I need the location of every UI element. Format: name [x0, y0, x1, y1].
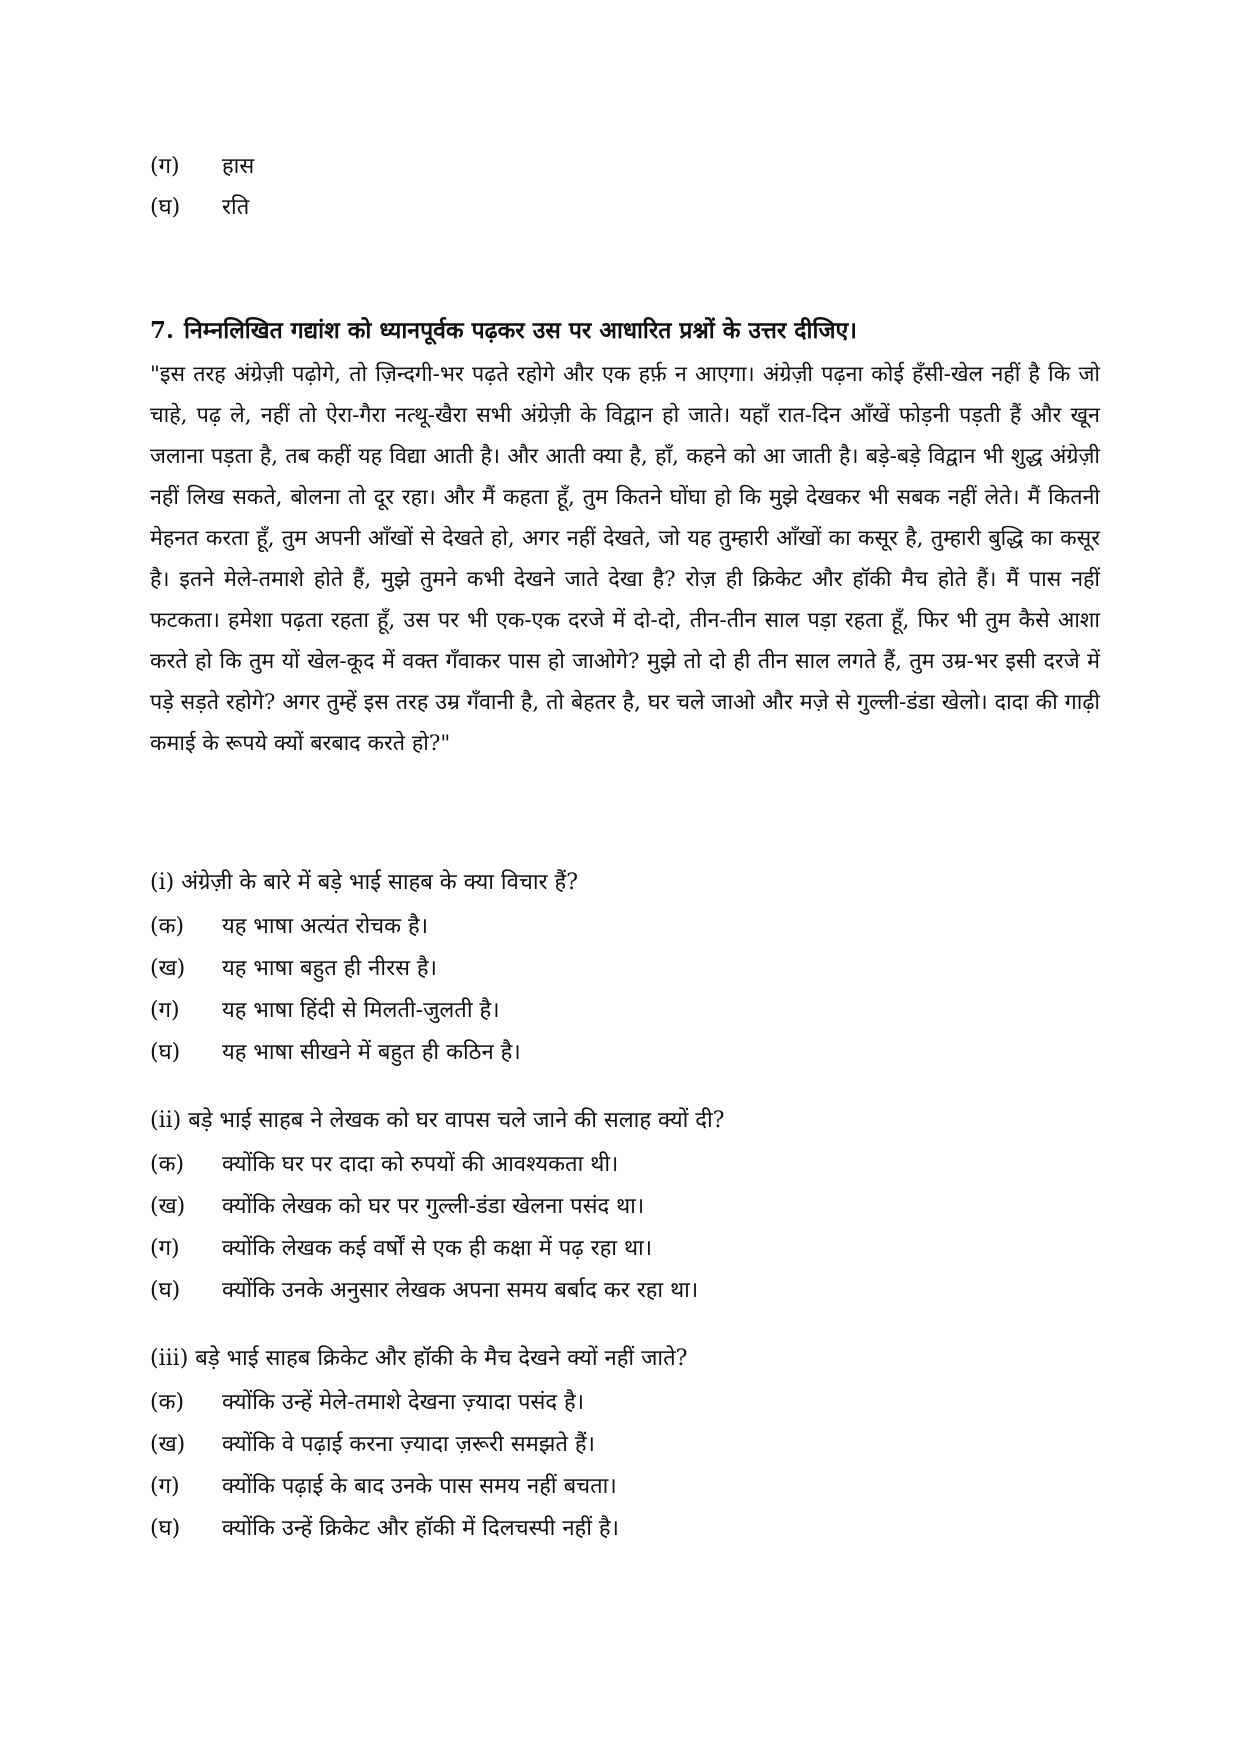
option-label: (घ) — [150, 1040, 181, 1065]
question-3: (iii) बड़े भाई साहब क्रिकेट और हॉकी के मैच देखने क्यों नहीं जाते? — [150, 1346, 688, 1371]
option-label: (ग) — [150, 1236, 180, 1261]
q2-option-ga — [150, 1232, 652, 1266]
q3-option-ga — [150, 1470, 617, 1504]
option-label: (ग) — [150, 154, 180, 179]
option-text: यह भाषा हिंदी से मिलती-जुलती है। — [222, 998, 500, 1023]
option-label: (ख) — [150, 1432, 186, 1457]
option-text: क्योंकि पढ़ाई के बाद उनके पास समय नहीं बचता। — [222, 1474, 617, 1499]
q1-option-ga — [150, 994, 500, 1028]
q2-option-gha — [150, 1274, 698, 1308]
option-label: (क) — [150, 914, 185, 939]
top-option-gh — [150, 191, 249, 225]
option-text: यह भाषा अत्यंत रोचक है। — [222, 914, 429, 939]
option-text: यह भाषा सीखने में बहुत ही कठिन है। — [222, 1040, 521, 1065]
option-label: (ख) — [150, 1194, 186, 1219]
q1-option-kha — [150, 952, 437, 986]
option-label: (क) — [150, 1390, 185, 1415]
option-text: हास — [222, 154, 255, 179]
option-text: क्योंकि घर पर दादा को रुपयों की आवश्यकता थी। — [222, 1152, 619, 1177]
option-text: क्योंकि वे पढ़ाई करना ज़्यादा ज़रूरी समझते हैं। — [222, 1432, 595, 1457]
option-text: क्योंकि उन्हें मेले-तमाशे देखना ज़्यादा पसंद है। — [222, 1390, 585, 1415]
option-text: रति — [222, 195, 250, 220]
q1-option-gha — [150, 1036, 521, 1070]
option-text: क्योंकि उन्हें क्रिकेट और हॉकी में दिलचस्पी नहीं है। — [222, 1516, 619, 1541]
option-text: यह भाषा बहुत ही नीरस है। — [222, 956, 437, 981]
q3-option-ka — [150, 1386, 584, 1420]
q3-option-kha — [150, 1428, 595, 1462]
option-label: (ख) — [150, 956, 186, 981]
passage-text: "इस तरह अंग्रेज़ी पढ़ोगे, तो ज़िन्दगी-भर पढ़ते रहोगे और एक हर्फ़ न आएगा। अंग्रेज़ी पढ़ना कोई हँसी-खेल नहीं है कि जो चाहे, पढ़ ले, नहीं तो ऐरा-गैरा नत्थू-खैरा सभी अंग्रेज़ी के विद्वान हो जाते। यहाँ रात-दिन आँखें फोड़नी पड़ती हैं और खून जलाना पड़ता है, तब कहीं यह विद्या आती है। और आती क्या है, हाँ, कहने को आ जाती है। बड़े-बड़े विद्वान भी शुद्ध अंग्रेज़ी नहीं लिख सकते, बोलना तो दूर रहा। और मैं कहता हूँ, तुम कितने घोंघा हो कि मुझे देखकर भी सबक नहीं लेते। मैं कितनी मेहनत करता हूँ, तुम अपनी आँखों से देखते हो, अगर नहीं देखते, जो यह तुम्हारी आँखों का कसूर है, तुम्हारी बुद्धि का कसूर है। इतने मेले-तमाशे होते हैं, मुझे तुमने कभी देखने जाते देखा है? रोज़ ही क्रिकेट और हॉकी मैच होते हैं। मैं पास नहीं फटकता। हमेशा पढ़ता रहता हूँ, उस पर भी एक-एक दरजे में दो-दो, तीन-तीन साल पड़ा रहता हूँ, फिर भी तुम कैसे आशा करते हो कि तुम यों खेल-कूद में वक्त गँवाकर पास हो जाओगे? मुझे तो दो ही तीन साल लगते हैं, तुम उम्र-भर इसी दरजे में पड़े सड़ते रहोगे? अगर तुम्हें इस तरह उम्र गँवानी है, तो बेहतर है, घर चले जाओ और मज़े से गुल्ली-डंडा खेलो। दादा की गाढ़ी कमाई के रूपये क्यों बरबाद करते हो?" — [150, 362, 1100, 756]
option-text: क्योंकि लेखक कई वर्षों से एक ही कक्षा में पढ़ रहा था। — [222, 1236, 653, 1261]
q1-option-ka — [150, 910, 428, 944]
option-text: क्योंकि उनके अनुसार लेखक अपना समय बर्बाद कर रहा था। — [222, 1278, 699, 1303]
top-option-g — [150, 150, 254, 184]
option-label: (क) — [150, 1152, 185, 1177]
question-1: (i) अंग्रेज़ी के बारे में बड़े भाई साहब के क्या विचार हैं? — [150, 870, 578, 895]
section-heading-text: निम्नलिखित गद्यांश को ध्यानपूर्वक पढ़कर उस पर आधारित प्रश्नों के उत्तर दीजिए। — [184, 317, 857, 344]
q3-option-gha — [150, 1512, 619, 1546]
section-heading — [150, 314, 857, 348]
question-2: (ii) बड़े भाई साहब ने लेखक को घर वापस चले जाने की सलाह क्यों दी? — [150, 1108, 725, 1133]
option-label: (घ) — [150, 1516, 181, 1541]
option-label: (घ) — [150, 1278, 181, 1303]
option-text: क्योंकि लेखक को घर पर गुल्ली-डंडा खेलना पसंद था। — [222, 1194, 645, 1219]
q2-option-ka — [150, 1148, 618, 1182]
q2-option-kha — [150, 1190, 644, 1224]
option-label: (ग) — [150, 1474, 180, 1499]
section-number: 7. — [150, 317, 175, 344]
option-label: (ग) — [150, 998, 180, 1023]
option-label: (घ) — [150, 195, 181, 220]
